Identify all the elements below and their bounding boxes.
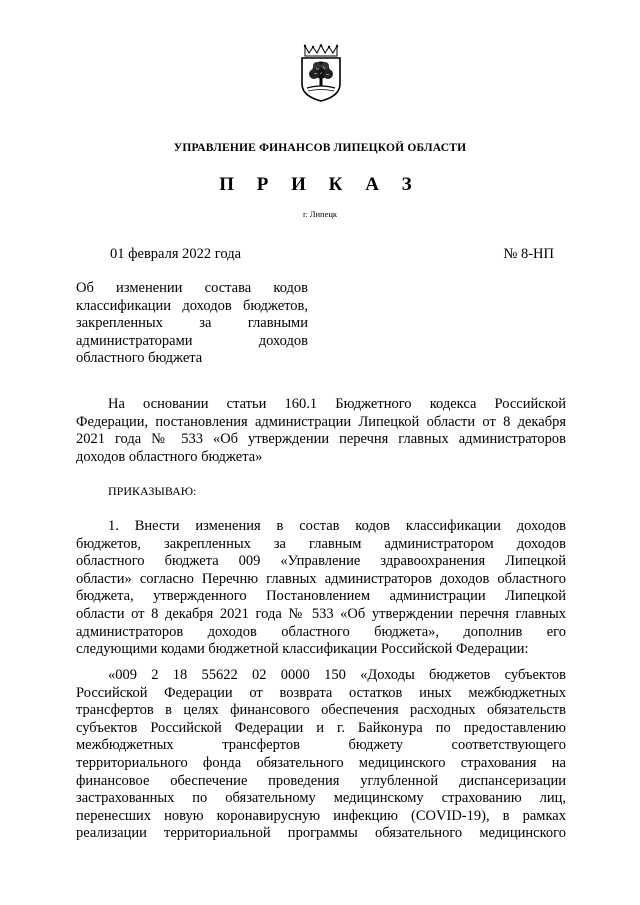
paragraph-line: перенесших новую коронавирусную инфекцию (COVID-19), в рамках (76, 807, 566, 824)
orders-heading: ПРИКАЗЫВАЮ: (108, 484, 197, 498)
paragraph-line: трансфертов в целях финансового обеспечения расходных обязательств (76, 702, 566, 719)
paragraph-line: застрахованных по обязательному медицинскому страхованию лиц, (76, 790, 566, 807)
preamble-paragraph (76, 396, 566, 466)
paragraph-line: межбюджетных трансфертов бюджету соответствующего (76, 737, 566, 754)
subject-line: областного бюджета (76, 350, 203, 367)
paragraph-line: доходов областного бюджета» (76, 448, 263, 465)
organization-name: УПРАВЛЕНИЕ ФИНАНСОВ ЛИПЕЦКОЙ ОБЛАСТИ (173, 142, 467, 154)
subject-line: администраторами доходов (76, 332, 308, 349)
paragraph-line: области от 8 декабря 2021 года № 533 «Об утверждении перечня главных (76, 605, 566, 622)
paragraph-line: следующими кодами бюджетной классификации Российской Федерации: (76, 641, 529, 658)
paragraph-line: территориального фонда обязательного медицинского страхования на (76, 754, 566, 771)
paragraph-line: «009 2 18 55622 02 0000 150 «Доходы бюджетов субъектов (108, 667, 566, 683)
paragraph-line: финансовое обеспечение проведения углубленной диспансеризации (76, 772, 566, 789)
document-number: № 8-НП (503, 246, 554, 262)
paragraph-line: области» согласно Перечню главных администраторов доходов областного (76, 570, 566, 587)
paragraph-line: Федерации, постановления администрации Липецкой области от 8 декабря (76, 413, 566, 430)
item-1-paragraph (76, 518, 566, 659)
subject-line: Об изменении состава кодов (76, 280, 308, 296)
paragraph-line: областного бюджета 009 «Управление здравоохранения Липецкой (76, 553, 566, 570)
city-label: г. Липецк (302, 209, 338, 219)
document-subject (76, 280, 308, 368)
paragraph-line: Российской Федерации от возврата остатков иных межбюджетных (76, 684, 566, 701)
paragraph-line: 1. Внести изменения в состав кодов классификации доходов (108, 518, 566, 534)
paragraph-line: 2021 года № 533 «Об утверждении перечня главных администраторов (76, 431, 566, 448)
paragraph-line: бюджета, утвержденного Постановлением администрации Липецкой (76, 588, 566, 605)
paragraph-line: бюджетов, закрепленных за главным администратором доходов (76, 535, 566, 552)
subject-line: классификации доходов бюджетов, (76, 297, 308, 314)
paragraph-line: реализации территориальной программы обязательного медицинского (76, 825, 566, 842)
subject-line: закрепленных за главными (76, 315, 308, 332)
paragraph-line: субъектов Российской Федерации и г. Байконура по предоставлению (76, 719, 566, 736)
coat-of-arms-emblem (298, 44, 344, 102)
budget-code-paragraph (76, 667, 566, 843)
document-type-title: П Р И К А З (219, 174, 421, 195)
paragraph-line: администраторов доходов областного бюджета», дополнив его (76, 623, 566, 640)
paragraph-line: На основании статьи 160.1 Бюджетного кодекса Российской (108, 396, 566, 412)
document-date: 01 февраля 2022 года (110, 246, 242, 262)
